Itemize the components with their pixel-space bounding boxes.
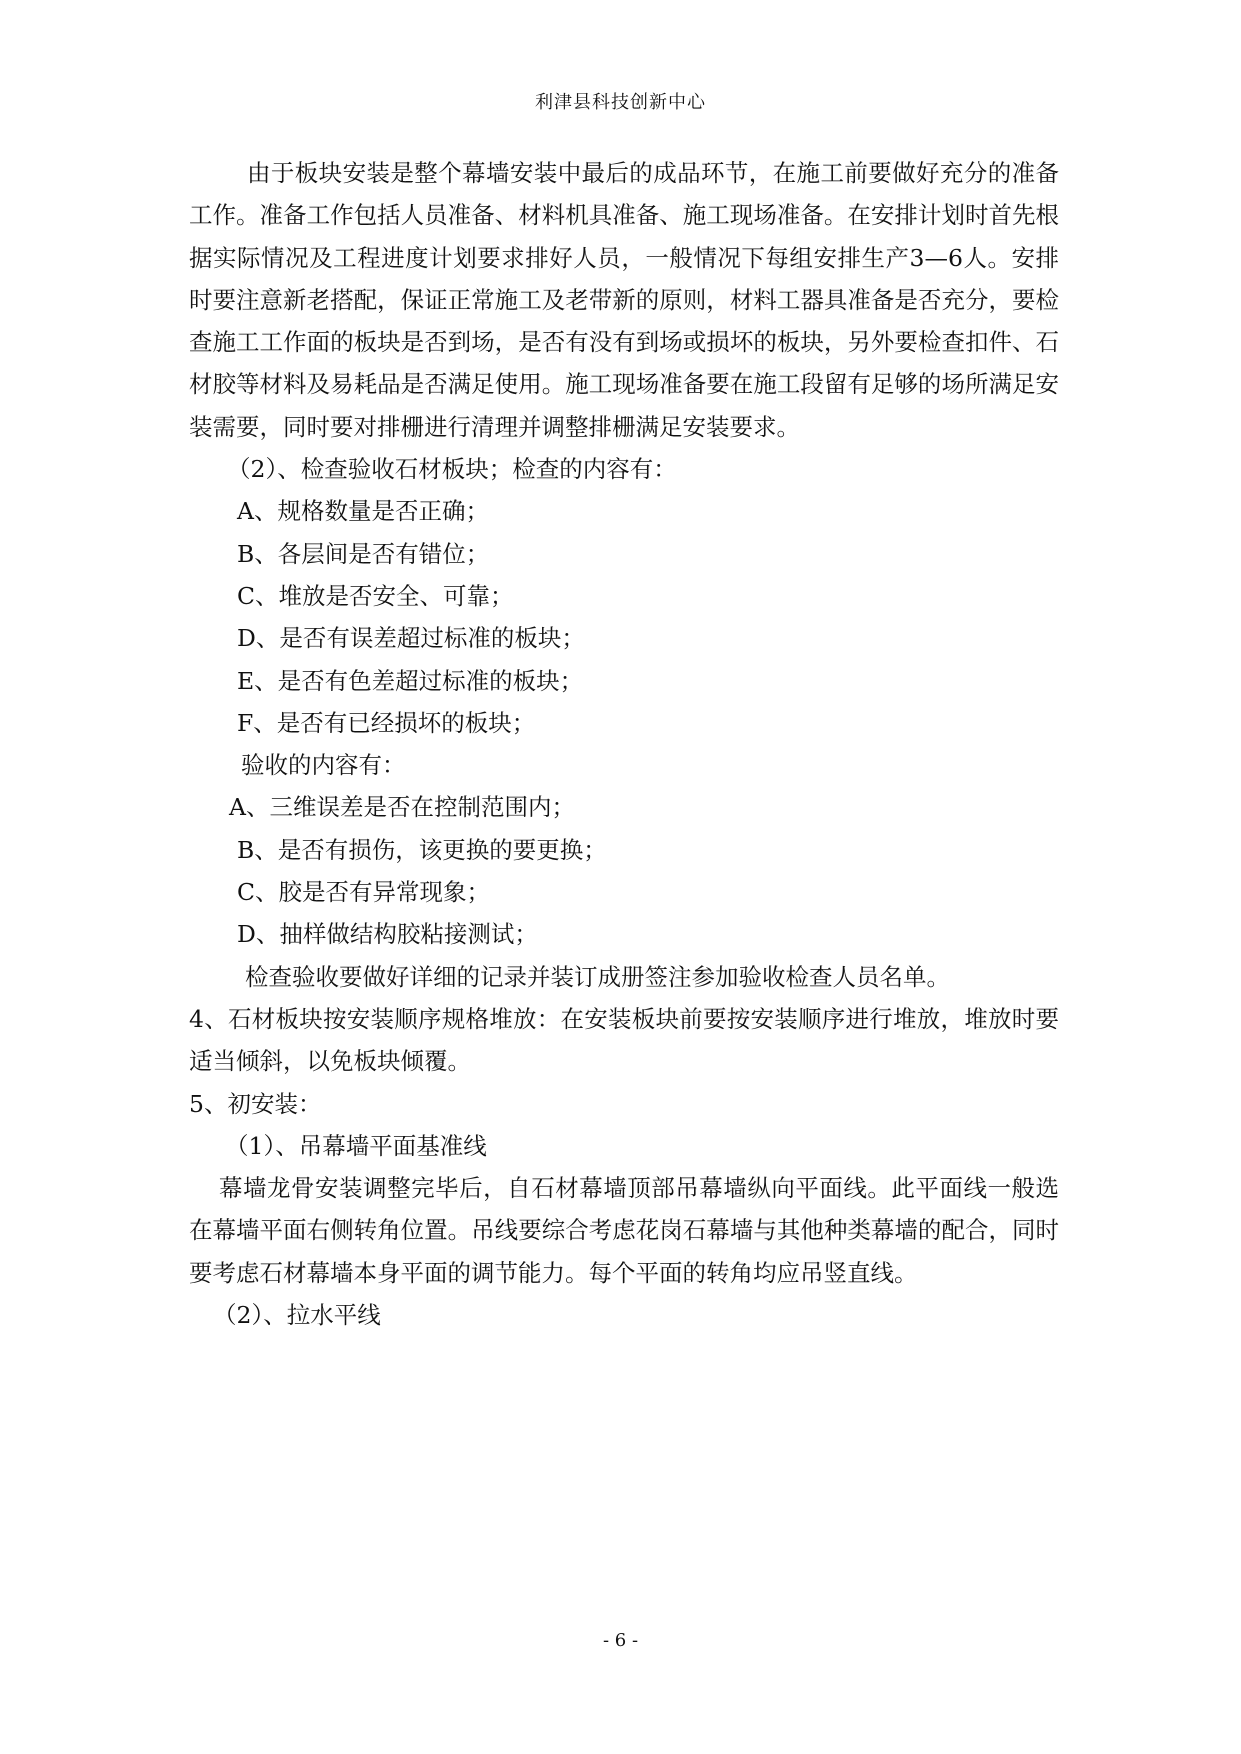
sub-heading-1: （1）、吊幕墙平面基准线 (225, 1131, 487, 1160)
page-header: 利津县科技创新中心 (535, 92, 706, 113)
intro-paragraph: 由于板块安装是整个幕墙安装中最后的成品环节，在施工前要做好充分的准备工作。准备工作包括人员准备、材料机具准备、施工现场准备。在安排计划时首先根据实际情况及工程进度计划要求排好人员，一般情况下每组安排生产3—6人。安排时要注意新老搭配，保证正常施工及老带新的原则，材料工器具准备是否充分，要检查施工工作面的板块是否到场，是否有没有到场或损坏的板块，另外要检查扣件、石材胶等材料及易耗品是否满足使用。施工现场准备要在施工段留有足够的场所满足安装需要，同时要对排栅进行清理并调整排栅满足安装要求。 (189, 159, 1059, 441)
sub-heading-2: （2）、拉水平线 (213, 1301, 381, 1330)
accept-item-b: B、是否有损伤，该更换的要更换； (237, 835, 607, 864)
item-5: 5、初安装： (189, 1089, 322, 1118)
item-4: 4、石材板块按安装顺序规格堆放：在安装板块前要按安装顺序进行堆放，堆放时要适当倾斜，以免板块倾覆。 (189, 1004, 1059, 1076)
check-item-d: D、是否有误差超过标准的板块； (237, 624, 585, 653)
check-item-f: F、是否有已经损坏的板块； (237, 708, 536, 737)
accept-item-a: A、三维误差是否在控制范围内； (229, 793, 575, 822)
record-note: 检查验收要做好详细的记录并装订成册签注参加验收检查人员名单。 (245, 962, 950, 991)
check-item-b: B、各层间是否有错位； (237, 539, 490, 568)
check-heading: （2）、检查验收石材板块；检查的内容有： (227, 455, 677, 484)
page-number: - 6 - (602, 1630, 639, 1651)
document-body (189, 152, 1059, 1336)
accept-item-d: D、抽样做结构胶粘接测试； (237, 920, 538, 949)
accept-item-c: C、胶是否有异常现象； (237, 878, 490, 907)
check-item-a: A、规格数量是否正确； (237, 497, 489, 526)
check-item-c: C、堆放是否安全、可靠； (237, 581, 514, 610)
accept-heading: 验收的内容有： (241, 751, 406, 780)
check-item-e: E、是否有色差超过标准的板块； (237, 666, 584, 695)
sub-1-body: 幕墙龙骨安装调整完毕后，自石材幕墙顶部吊幕墙纵向平面线。此平面线一般选在幕墙平面右侧转角位置。吊线要综合考虑花岗石幕墙与其他种类幕墙的配合，同时要考虑石材幕墙本身平面的调节能力。每个平面的转角均应吊竖直线。 (189, 1174, 1059, 1287)
